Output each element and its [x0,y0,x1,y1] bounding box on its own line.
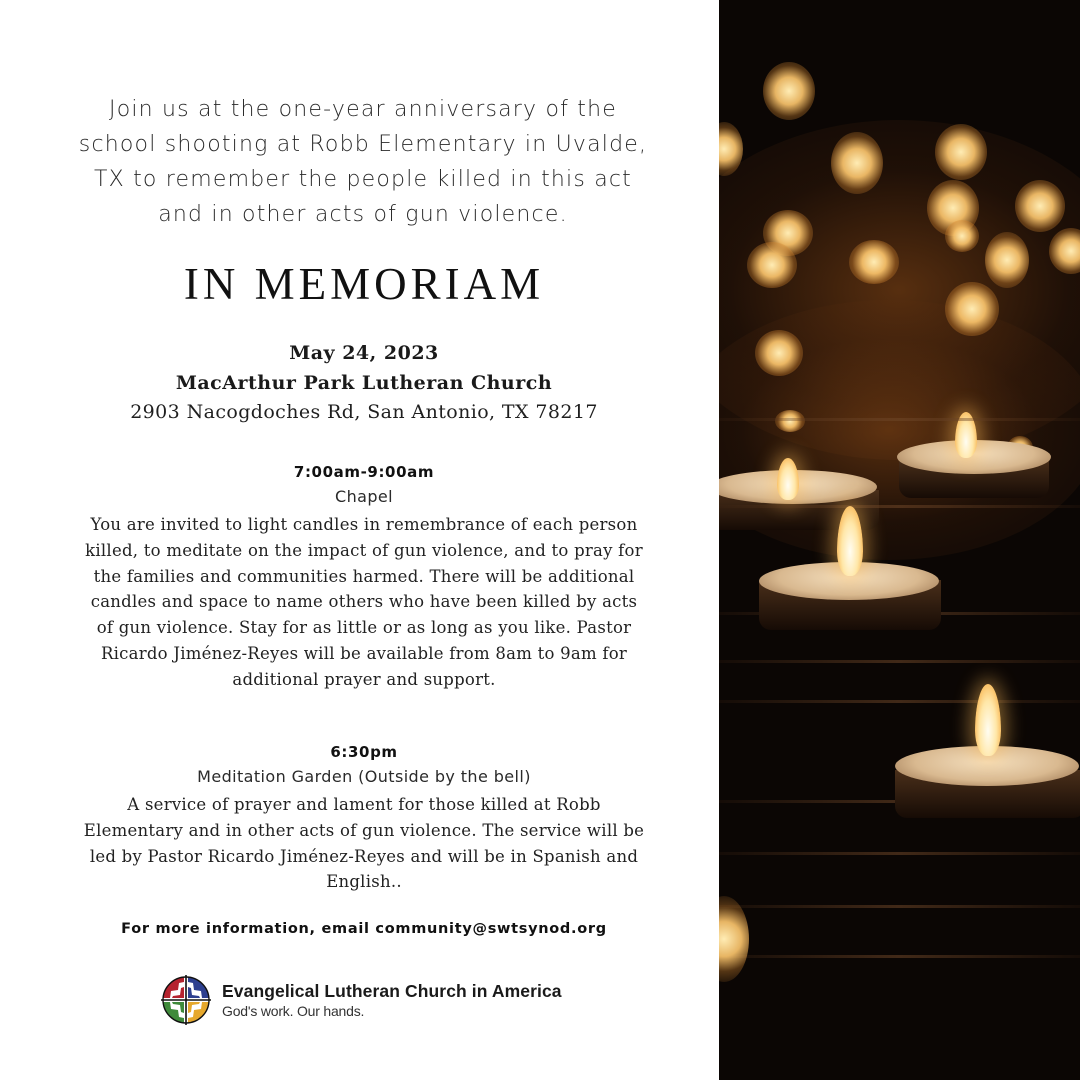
more-info [0,921,728,937]
session-1-time: 7:00am-9:00am [293,463,435,481]
session-2-time: 6:30pm [330,743,398,761]
session-1-description: You are invited to light candles in remembrance of each person killed, to meditate on the impact of gun violence, and to pray for the families and communities harmed. There will be additional candles and space to name others who have been killed by acts of gun violence. Stay for as little or as long as you like. Pastor Ricardo Jiménez-Reyes will be available from 8am to 9am for additional prayer and support. [85,515,643,689]
bokeh-light [831,132,883,194]
elca-logo [160,970,562,1030]
bokeh-light [985,232,1029,288]
bokeh-light [935,124,987,180]
holder-edge [719,418,1080,421]
session-2-place: Meditation Garden (Outside by the bell) [197,767,531,786]
more-info-label: For more information, email [121,921,376,937]
logo-text [222,981,562,1019]
elca-cross-globe-icon [160,974,212,1026]
session-1-place: Chapel [335,487,393,506]
candles-photo [719,0,1080,1080]
bokeh-light [945,282,999,336]
bokeh-light [945,220,979,252]
bokeh-light [747,242,797,288]
holder-edge [719,852,1080,855]
holder-edge [719,905,1080,908]
contact-email-link[interactable]: community@swtsynod.org [375,921,607,937]
holder-edge [719,700,1080,703]
event-date: May 24, 2023 [289,342,439,364]
bokeh-light [775,410,805,432]
holder-edge [719,955,1080,958]
church-address: 2903 Nacogdoches Rd, San Antonio, TX 78217 [130,401,598,423]
bokeh-light [755,330,803,376]
page-title: IN MEMORIAM [183,259,545,309]
bokeh-light [1015,180,1065,232]
bokeh-light [763,62,815,120]
bokeh-light [849,240,899,284]
intro-text: Join us at the one-year anniversary of the school shooting at Robb Elementary in Uvalde, TX to remember the people killed in this act and in other acts of gun violence. [78,97,648,227]
holder-edge [719,505,1080,508]
holder-edge [719,660,1080,663]
logo-tagline: God's work. Our hands. [222,1003,365,1019]
session-2-description: A service of prayer and lament for those killed at Robb Elementary and in other acts of gun violence. The service will be led by Pastor Ricardo Jiménez-Reyes and will be in Spanish and English.. [83,795,645,892]
candle-flame [975,684,1001,756]
bokeh-light [719,896,749,982]
logo-name: Evangelical Lutheran Church in America [222,981,562,1001]
church-name: MacArthur Park Lutheran Church [175,372,553,394]
